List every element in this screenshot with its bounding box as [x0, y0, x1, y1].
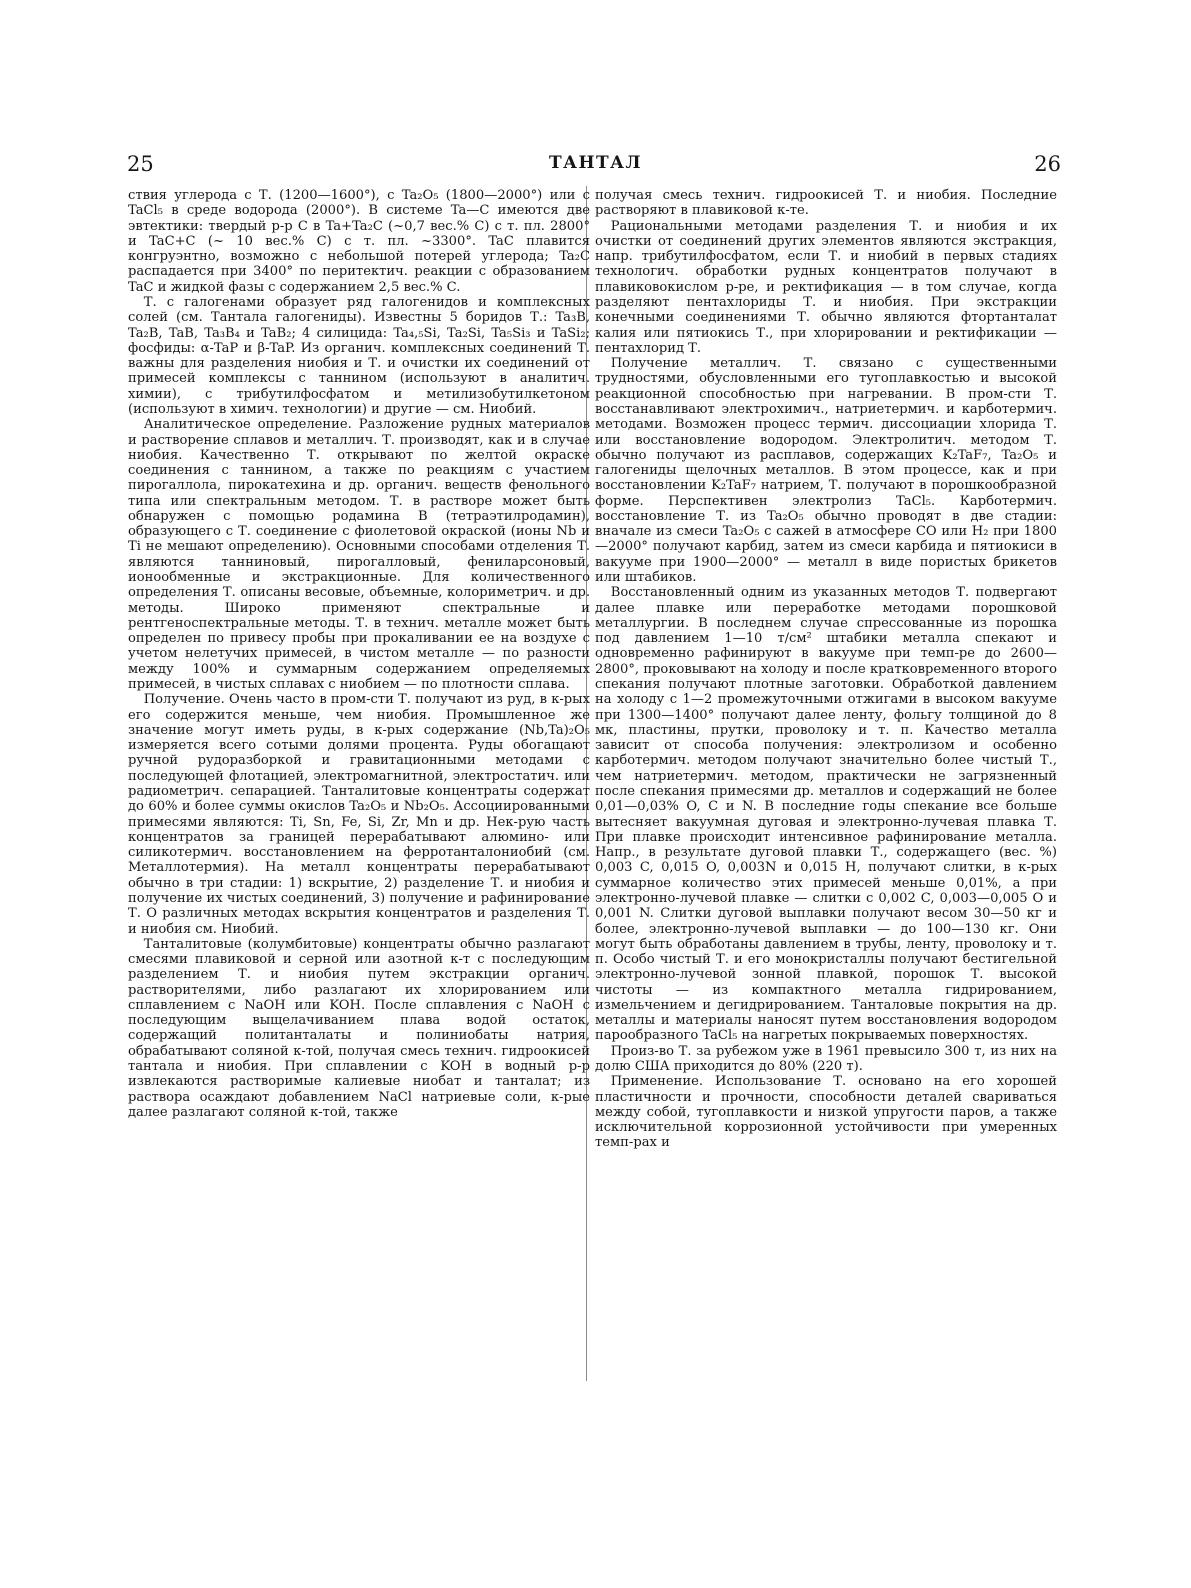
paragraph-halogens-borides: Т. с галогенами образует ряд галогенидов и комплексных солей (см. Тантала галогениды). Известны 5 боридов Т.: Ta₃B, Ta₂B, TaB, Ta₃B₄ и TaB₂; 4 силицида: Ta₄,₅Si, Ta₂Si, Ta₅Si₃ и TaSi₂; фосфиды: α-TaP и β-TaP. Из органич. комплексных соединений Т. важны для разделения ниобия и Т. и очистки их соединений от примесей комплексы с таннином (используют в аналитич. химии), с трибутилфосфатом и метилизобутилкетоном (используют в химич. технологии) и другие — см. Ниобий.	[128, 294, 590, 417]
page-header	[0, 152, 1191, 192]
paragraph-production: Получение. Очень часто в пром-сти Т. получают из руд, в к-рых его содержится меньше, чем ниобия. Промышленное же значение могут иметь руды, в к-рых содержание (Nb,Ta)₂O₅ измеряется всего сотыми долями процента. Руды обогащают ручной рудоразборкой и гравитационными методами с последующей флотацией, электромагнитной, электростатич. или радиометрич. сепарацией. Танталитовые концентраты содержат до 60% и более суммы окислов Ta₂O₅ и Nb₂O₅. Ассоциированными примесями являются: Ti, Sn, Fe, Si, Zr, Mn и др. Нек-рую часть концентратов за границей перерабатывают алюмино- или силикотермич. восстановлением на ферротанталониобий (см. Металлотермия). На металл концентраты перерабатывают обычно в три стадии: 1) вскрытие, 2) разделение Т. и ниобия и получение их чистых соединений, 3) получение и рафинирование Т. О различных методах вскрытия концентратов и разделения Т. и ниобия см. Ниобий.	[128, 692, 590, 937]
paragraph-metal-production: Получение металлич. Т. связано с существенными трудностями, обусловленными его тугоплавкостью и высокой реакционной способностью при нагревании. В пром-сти Т. восстанавливают электрохимич., натриетермич. и карботермич. методами. Возможен процесс термич. диссоциации хлорида Т. или восстановление водородом. Электролитич. методом Т. обычно получают из расплавов, содержащих K₂TaF₇, Ta₂O₅ и галогениды щелочных металлов. В этом процессе, как и при восстановлении K₂TaF₇ натрием, Т. получают в порошкообразной форме. Перспективен электролиз TaCl₅. Карботермич. восстановление Т. из Ta₂O₅ обычно проводят в две стадии: вначале из смеси Ta₂O₅ с сажей в атмосфере CO или H₂ при 1800—2000° получают карбид, затем из смеси карбида и пятиокиси в вакууме при 1900—2000° — металл в виде пористых брикетов или штабиков.	[595, 356, 1057, 586]
left-column	[128, 188, 590, 1120]
paragraph-tantalite-concentrates: Танталитовые (колумбитовые) концентраты обычно разлагают смесями плавиковой и серной или азотной к-т с последующим разделением Т. и ниобия путем экстракции органич. растворителями, либо разлагают их хлорированием или сплавлением с NaOH или KOH. После сплавления с NaOH с последующим выщелачиванием плава водой остаток, содержащий политанталаты и полиниобаты натрия, обрабатывают соляной к-той, получая смесь технич. гидроокисей тантала и ниобия. При сплавлении с KOH в водный р-р извлекаются растворимые калиевые ниобат и танталат; из раствора осаждают добавлением NaCl натриевые соли, к-рые далее разлагают соляной к-той, также	[128, 936, 590, 1120]
paragraph-refining: Восстановленный одним из указанных методов Т. подвергают далее плавке или переработке методами порошковой металлургии. В последнем случае спрессованные из порошка под давлением 1—10 т/см² штабики металла спекают и одновременно рафинируют в вакууме при темп-ре до 2600—2800°, проковывают на холоду и после кратковременного второго спекания получают плотные заготовки. Обработкой давлением на холоду с 1—2 промежуточными отжигами в высоком вакууме при 1300—1400° получают далее ленту, фольгу толщиной до 8 мк, пластины, прутки, проволоку и т. п. Качество металла зависит от способа получения: электролизом и особенно карботермич. методом получают значительно более чистый Т., чем натриетермич. методом, практически не загрязненный после спекания примесями др. металлов и содержащий не более 0,01—0,03% O, C и N. В последние годы спекание все больше вытесняет вакуумная дуговая и электронно-лучевая плавка Т. При плавке происходит интенсивное рафинирование металла. Напр., в результате дуговой плавки Т., содержащего (вес. %) 0,003 C, 0,015 O, 0,003N и 0,015 H, получают слитки, в к-рых суммарное количество этих примесей меньше 0,01%, а при электронно-лучевой плавке — слитки с 0,002 C, 0,003—0,005 O и 0,001 N. Слитки дуговой выплавки получают весом 30—50 кг и более, электронно-лучевой выплавки — до 100—130 кг. Они могут быть обработаны давлением в трубы, ленту, проволоку и т. п. Особо чистый Т. и его монокристаллы получают бестигельной электронно-лучевой зонной плавкой, порошок Т. высокой чистоты — из компактного металла гидрированием, измельчением и дегидрированием. Танталовые покрытия на др. металлы и материалы наносят путем восстановления водородом парообразного TaCl₅ на нагретых покрываемых поверхностях.	[595, 585, 1057, 1044]
paragraph-analytical-determination: Аналитическое определение. Разложение рудных материалов и растворение сплавов и металлич. Т. производят, как и в случае ниобия. Качественно Т. открывают по желтой окраске соединения с таннином, а также по реакциям с участием пирогаллола, пирокатехина и др. органич. веществ фенольного типа или спектральным методом. Т. в растворе может быть обнаружен с помощью родамина B (тетраэтилродамин), образующего с Т. соединение с фиолетовой окраской (ионы Nb и Ti не мешают определению). Основными способами отделения Т. являются таннинoвый, пирогалловый, фениларсоновый, ионообменные и экстракционные. Для количественного определения Т. описаны весовые, объемные, колориметрич. и др. методы. Широко применяют спектральные и рентгеноспектральные методы. Т. в технич. металле может быть определен по привесу пробы при прокаливании ее на воздухе с учетом нелетучих примесей, в чистом металле — по разности между 100% и суммарным содержанием определяемых примесей, в чистых сплавах с ниобием — по плотности сплава.	[128, 417, 590, 692]
paragraph-applications: Применение. Использование Т. основано на его хорошей пластичности и прочности, способности деталей свариваться между собой, тугоплавкости и низкой упругости паров, а также исключительной коррозионной устойчивости при умеренных темп-рах и	[595, 1074, 1057, 1151]
paragraph-output-abroad: Произ-во Т. за рубежом уже в 1961 превысило 300 т, из них на долю США приходится до 80% (220 т).	[595, 1043, 1057, 1075]
paragraph-hydroxides-continued: получая смесь технич. гидроокисей Т. и ниобия. Последние растворяют в плавиковой к-те.	[595, 188, 1057, 219]
page-number-right: 26	[1034, 152, 1061, 176]
paragraph-separation-methods: Рациональными методами разделения Т. и ниобия и их очистки от соединений других элементов являются экстракция, напр. трибутилфосфатом, если Т. и ниобий в первых стадиях технологич. обработки рудных концентратов получают в плавиковокислом р-ре, и ректификация — в том случае, когда разделяют пентахлориды Т. и ниобия. При экстракции конечными соединениями Т. обычно являются фтортанталат калия или пятиокись Т., при хлорировании и ректификации — пентахлорид Т.	[595, 218, 1057, 356]
paragraph-carbides: ствия углерода с Т. (1200—1600°), с Ta₂O₅ (1800—2000°) или с TaCl₅ в среде водорода (2000°). В системе Ta—C имеются две эвтектики: твердый р-р C в Ta+Ta₂C (~0,7 вес.% C) с т. пл. 2800° и TaC+C (~ 10 вес.% C) с т. пл. ~3300°. TaC плавится конгруэнтно, возможно с небольшой потерей углерода; Ta₂C распадается при 3400° по перитектич. реакции с образованием TaC и жидкой фазы с содержанием 2,5 вес.% C.	[128, 188, 590, 295]
running-title: ТАНТАЛ	[548, 153, 643, 173]
right-column	[595, 188, 1057, 1151]
page-number-left: 25	[127, 152, 154, 176]
